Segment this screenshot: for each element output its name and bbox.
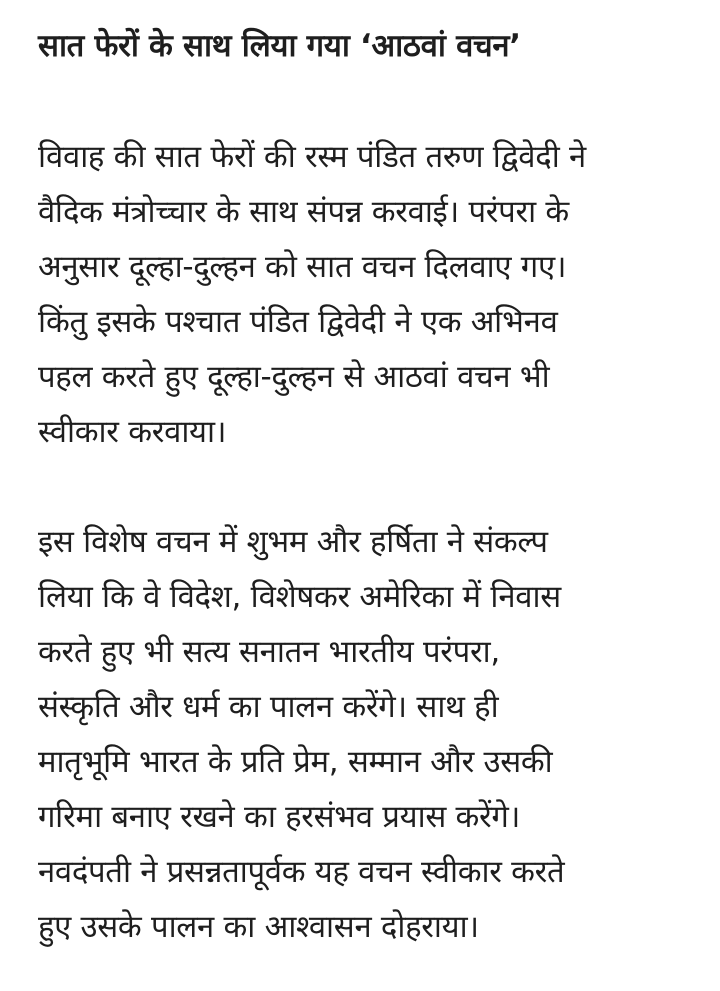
paragraph-line: नवदंपती ने प्रसन्नतापूर्वक यह वचन स्वीकार करते: [38, 854, 565, 890]
paragraph-line: गरिमा बनाए रखने का हरसंभव प्रयास करेंगे।: [38, 799, 521, 835]
paragraph-line: संस्कृति और धर्म का पालन करेंगे। साथ ही: [38, 689, 499, 725]
paragraph-line: मातृभूमि भारत के प्रति प्रेम, सम्मान और उसकी: [38, 744, 553, 780]
paragraph-line: इस विशेष वचन में शुभम और हर्षिता ने संकल्प: [38, 524, 548, 560]
paragraph-1: [38, 130, 698, 460]
paragraph-2: [38, 515, 698, 955]
paragraph-line: विवाह की सात फेरों की रस्म पंडित तरुण द्विवेदी ने: [38, 139, 586, 175]
paragraph-line: अनुसार दूल्हा-दुल्हन को सात वचन दिलवाए गए।: [38, 249, 567, 285]
paragraph-line: हुए उसके पालन का आश्वासन दोहराया।: [38, 909, 479, 945]
paragraph-line: लिया कि वे विदेश, विशेषकर अमेरिका में निवास: [38, 579, 561, 615]
paragraph-line: किंतु इसके पश्चात पंडित द्विवेदी ने एक अभिनव: [38, 304, 558, 340]
article-body: [38, 18, 698, 955]
article-heading: सात फेरों के साथ लिया गया ‘आठवां वचन’: [38, 28, 521, 64]
paragraph-line: करते हुए भी सत्य सनातन भारतीय परंपरा,: [38, 634, 500, 670]
paragraph-line: स्वीकार करवाया।: [38, 414, 227, 450]
paragraph-line: पहल करते हुए दूल्हा-दुल्हन से आठवां वचन भी: [38, 359, 550, 395]
paragraph-line: वैदिक मंत्रोच्चार के साथ संपन्न करवाई। परंपरा के: [38, 194, 569, 230]
